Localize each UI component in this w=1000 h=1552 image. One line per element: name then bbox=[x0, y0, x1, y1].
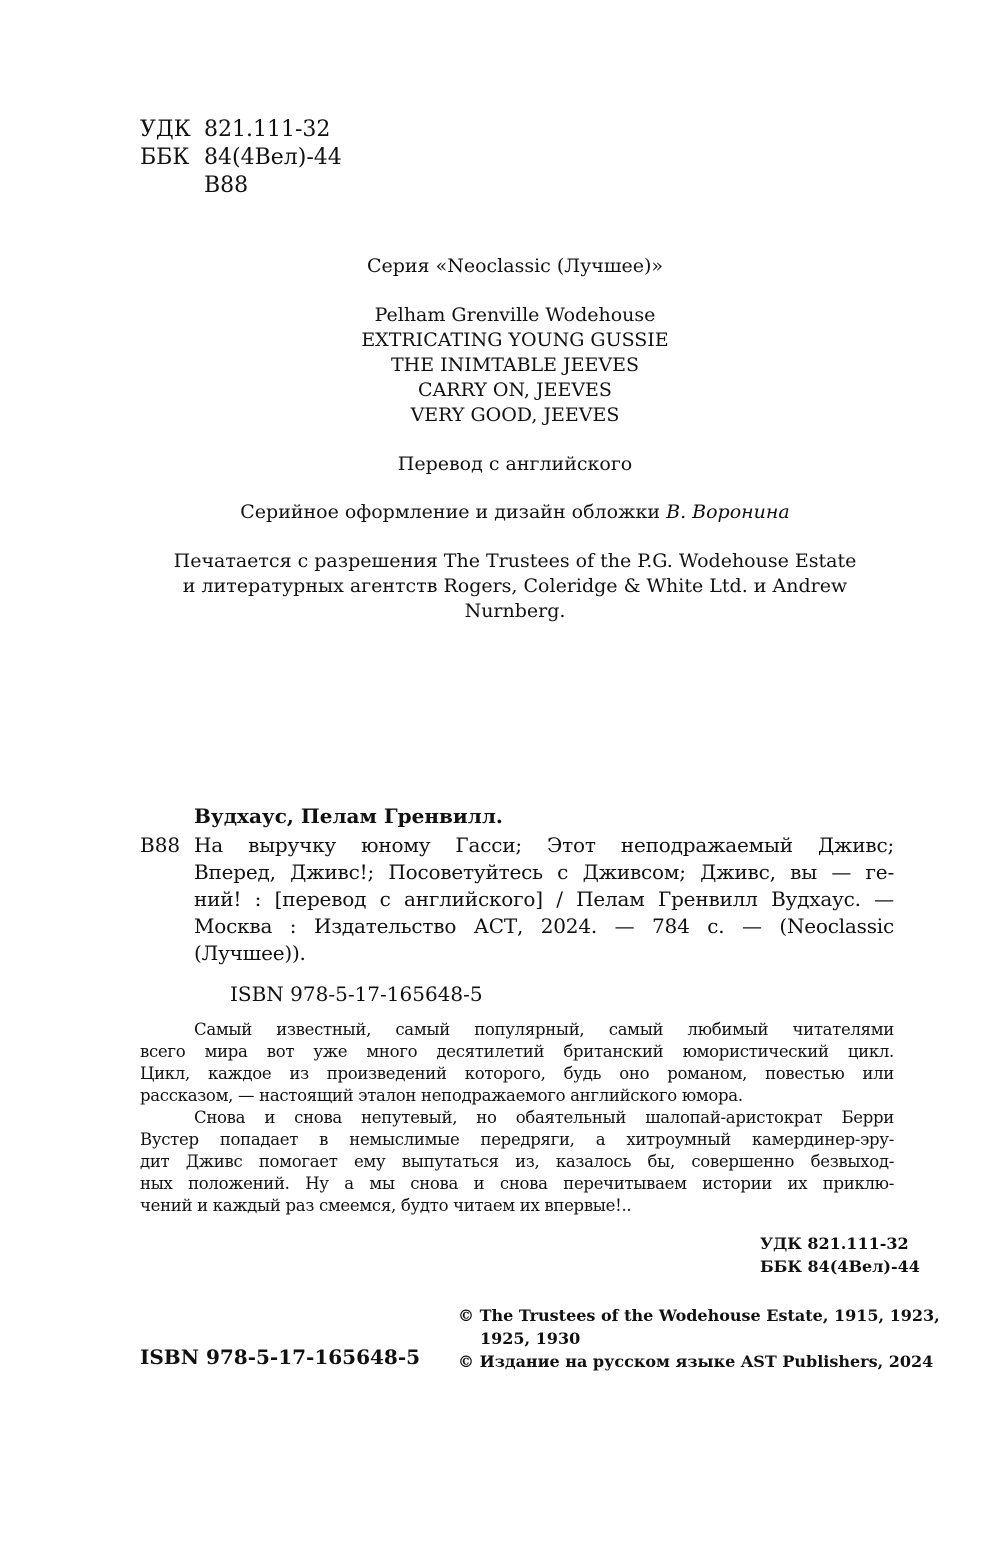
permission-line: Печатается с разрешения The Trustees of the P.G. Wodehouse Estate bbox=[173, 550, 857, 572]
annotation-line: Самый известный, самый популярный, самый любимый читателями bbox=[194, 1020, 894, 1039]
annotation-line: чений и каждый раз смеемся, будто читаем их впервые!.. bbox=[140, 1196, 632, 1215]
annotation bbox=[140, 1019, 894, 1217]
udk-label: УДК bbox=[140, 117, 191, 142]
copyright-line-continued: 1925, 1930 bbox=[480, 1329, 581, 1348]
original-title: VERY GOOD, JEEVES bbox=[410, 404, 620, 426]
biblio-isbn: ISBN 978-5-17-165648-5 bbox=[230, 982, 483, 1006]
design-credit bbox=[130, 500, 900, 525]
design-text: Серийное оформление и дизайн обложки bbox=[240, 501, 661, 523]
annotation-line: рассказом, — настоящий эталон неподражаемого английского юмора. bbox=[140, 1086, 743, 1105]
copyright-line: © The Trustees of the Wodehouse Estate, 1915, 1923, bbox=[458, 1306, 940, 1325]
series-line bbox=[130, 254, 900, 279]
copyright-block bbox=[458, 1304, 940, 1373]
original-title: CARRY ON, JEEVES bbox=[418, 379, 612, 401]
original-titles-block bbox=[130, 303, 900, 428]
bbk-bottom: ББК 84(4Вел)-44 bbox=[760, 1257, 920, 1276]
annotation-line: дит Дживс помогает ему выпутаться из, казалось бы, совершенно безвыход- bbox=[140, 1152, 894, 1171]
original-title: EXTRICATING YOUNG GUSSIE bbox=[361, 329, 669, 351]
designer-name: В. Воронина bbox=[666, 501, 790, 523]
biblio-description-line: На выручку юному Гасси; Этот неподражаемый Дживс; bbox=[194, 833, 894, 857]
permission-note bbox=[130, 549, 900, 624]
biblio-author-heading: Вудхаус, Пелам Гренвилл. bbox=[194, 804, 503, 828]
annotation-line: Вустер попадает в немыслимые передряги, а хитроумный камердинер-эру- bbox=[140, 1130, 894, 1149]
original-author: Pelham Grenville Wodehouse bbox=[374, 304, 656, 326]
translation-text: Перевод с английского bbox=[397, 453, 633, 475]
author-mark: В88 bbox=[204, 173, 249, 198]
biblio-description bbox=[194, 832, 894, 967]
series-text: Серия «Neoclassic (Лучшее)» bbox=[366, 255, 664, 277]
classification-block bbox=[140, 116, 342, 200]
biblio-code: В88 bbox=[140, 833, 181, 857]
annotation-line: Цикл, каждое из произведений которого, будь оно романом, повестью или bbox=[140, 1064, 894, 1083]
annotation-line: всего мира вот уже много десятилетий британский юмористический цикл. bbox=[140, 1042, 894, 1061]
biblio-description-line: Москва : Издательство АСТ, 2024. — 784 с. — (Neoclassic bbox=[194, 914, 894, 938]
biblio-description-line: Вперед, Дживс!; Посоветуйтесь с Дживсом; Дживс, вы — ге- bbox=[194, 860, 894, 884]
isbn-bottom: ISBN 978-5-17-165648-5 bbox=[140, 1345, 421, 1369]
copyright-line: © Издание на русском языке AST Publishers, 2024 bbox=[458, 1352, 934, 1371]
author-mark-row bbox=[140, 172, 342, 200]
permission-line: и литературных агентств Rogers, Coleridge & White Ltd. и Andrew bbox=[182, 575, 848, 597]
codes-bottom bbox=[760, 1232, 920, 1278]
biblio-description-line: ний! : [перевод с английского] / Пелам Гренвилл Вудхаус. — bbox=[194, 887, 894, 911]
permission-line: Nurnberg. bbox=[464, 600, 566, 622]
bbk-row bbox=[140, 144, 342, 172]
original-title: THE INIMTABLE JEEVES bbox=[390, 354, 640, 376]
annotation-line: Снова и снова непутевый, но обаятельный шалопай-аристократ Берри bbox=[194, 1108, 894, 1127]
bbk-value: 84(4Вел)-44 bbox=[204, 145, 342, 170]
bbk-label: ББК bbox=[140, 145, 190, 170]
translation-note bbox=[130, 452, 900, 477]
biblio-description-line: (Лучшее)). bbox=[194, 941, 306, 965]
udk-bottom: УДК 821.111-32 bbox=[760, 1234, 909, 1253]
udk-row bbox=[140, 116, 342, 144]
udk-value: 821.111-32 bbox=[204, 117, 331, 142]
annotation-line: ных положений. Ну а мы снова и снова перечитываем истории их приклю- bbox=[140, 1174, 894, 1193]
